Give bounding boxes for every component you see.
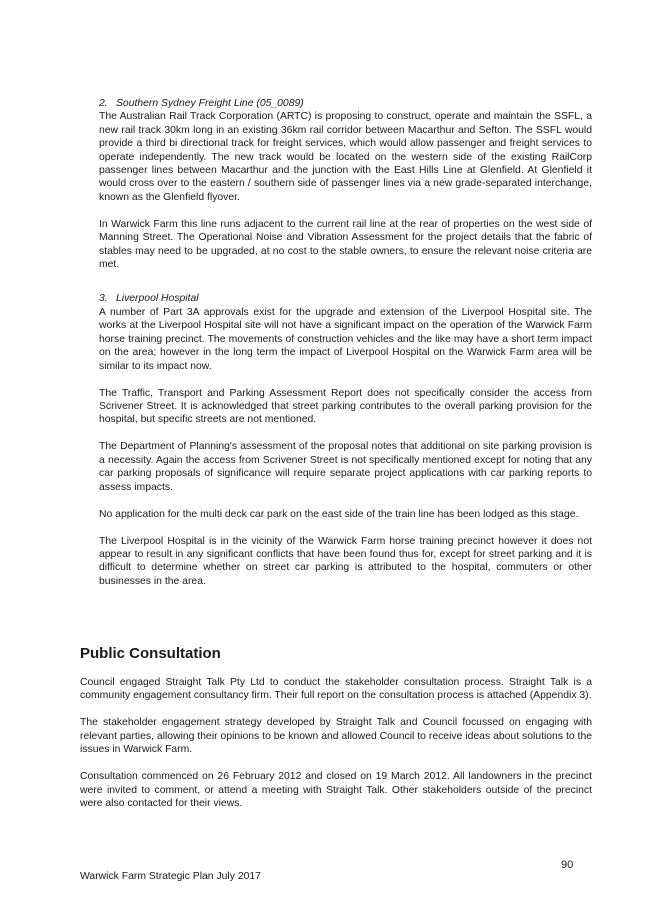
paragraph: A number of Part 3A approvals exist for the upgrade and extension of the Liverpool Hospital site. The works at the Liverpool Hospital site will not have a significant impact on the operation of the Warwick Farm horse training precinct. The movements of construction vehicles and the like may have a short term impact on the area; however in the long term the impact of Liverpool Hospital on the Warwick Farm area will be similar to its impact now. bbox=[99, 306, 592, 372]
item-title: Liverpool Hospital bbox=[116, 293, 199, 305]
item-number: 3. bbox=[99, 293, 108, 305]
paragraph: The Department of Planning's assessment of the proposal notes that additional on site parking provision is a necessity. Again the access from Scrivener Street is not specifically mentioned except for noting that any car parking proposals of significance will require separate project applications with car parking reports to assess impacts. bbox=[99, 441, 592, 493]
public-consultation-section bbox=[80, 676, 592, 810]
section-title: Public Consultation bbox=[80, 645, 221, 662]
paragraph: In Warwick Farm this line runs adjacent to the current rail line at the rear of properties on the west side of Manning Street. The Operational Noise and Vibration Assessment for the project details that the fabric of stables may need to be upgraded, at no cost to the stable owners, to ensure the relevant noise criteria are met. bbox=[99, 218, 592, 271]
numbered-items bbox=[99, 97, 592, 588]
paragraph: No application for the multi deck car park on the east side of the train line has been lodged as this stage. bbox=[99, 508, 579, 520]
item-title: Southern Sydney Freight Line (05_0089) bbox=[116, 98, 304, 109]
paragraph: The Liverpool Hospital is in the vicinity of the Warwick Farm horse training precinct however it does not appear to result in any significant conflicts that have been found thus for, except for street parking and it is difficult to determine whether on street car parking is attributed to the hospital, commuters or other businesses in the area. bbox=[99, 535, 592, 587]
paragraph: The Traffic, Transport and Parking Assessment Report does not specifically consider the access from Scrivener Street. It is acknowledged that street parking contributes to the overall parking provision for the hospital, but specific streets are not mentioned. bbox=[99, 387, 592, 426]
page-number: 90 bbox=[561, 859, 574, 871]
item-heading bbox=[99, 97, 592, 110]
paragraph: The stakeholder engagement strategy developed by Straight Talk and Council focussed on engaging with relevant parties, allowing their opinions to be known and allowed Council to receive ideas about solutions to the issues in Warwick Farm. bbox=[80, 717, 592, 756]
item-southern-sydney-freight-line bbox=[99, 97, 592, 271]
page-footer: Warwick Farm Strategic Plan July 2017 bbox=[80, 871, 261, 882]
item-heading bbox=[99, 292, 592, 305]
paragraph: The Australian Rail Track Corporation (ARTC) is proposing to construct, operate and maintain the SSFL, a new rail track 30km long in an existing 36km rail corridor between Macarthur and Sefton. The SSFL would provide a third bi directional track for freight services, which would allow passenger and freight services to operate independently. The new track would be located on the western side of the existing RailCorp passenger lines between Macarthur and the junction with the East Hills Line at Glenfield. At Glenfield it would cross over to the eastern / southern side of passenger lines via a new grade-separated interchange, known as the Glenfield flyover. bbox=[99, 111, 592, 203]
item-number: 2. bbox=[99, 98, 108, 109]
item-liverpool-hospital bbox=[99, 292, 592, 588]
paragraph: Consultation commenced on 26 February 2012 and closed on 19 March 2012. All landowners in the precinct were invited to comment, or attend a meeting with Straight Talk. Other stakeholders outside of the precinct were also contacted for their views. bbox=[80, 771, 592, 810]
paragraph: Council engaged Straight Talk Pty Ltd to conduct the stakeholder consultation process. Straight Talk is a community engagement consultancy firm. Their full report on the consultation process is attached (Appendix 3). bbox=[80, 677, 592, 702]
